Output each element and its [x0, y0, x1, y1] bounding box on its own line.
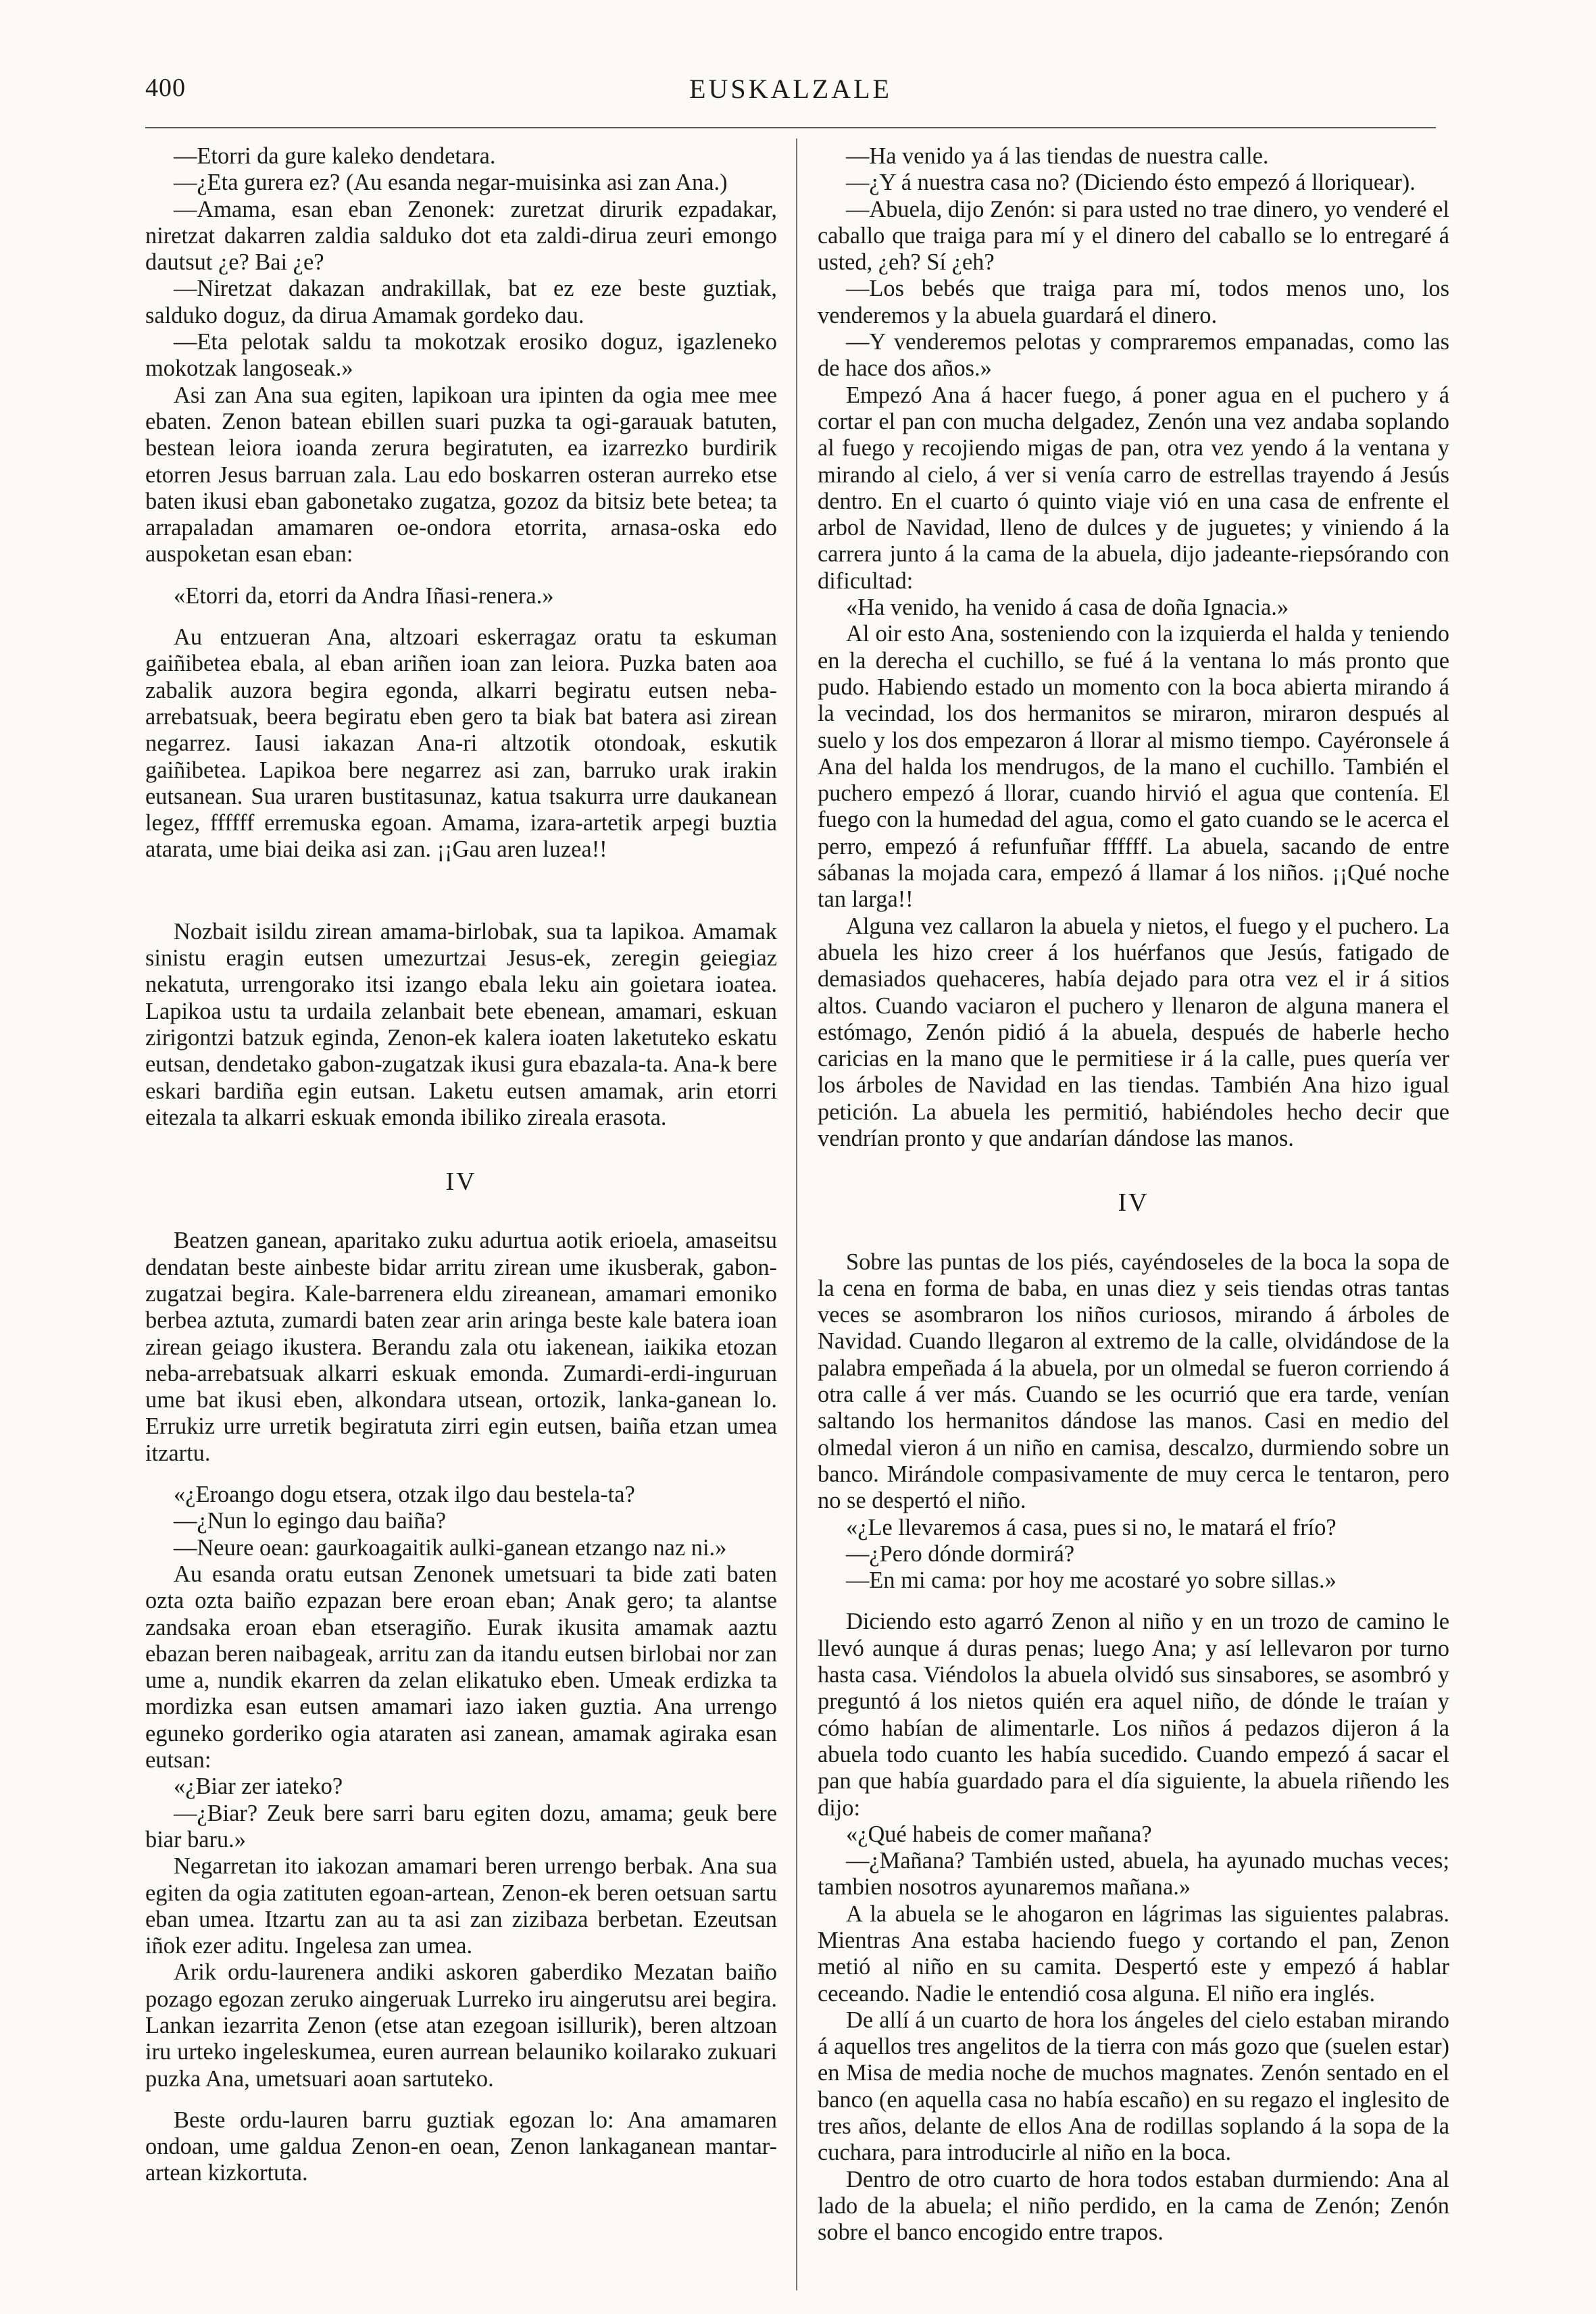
paragraph: —¿Biar? Zeuk bere sarri baru egiten dozu, amama; geuk bere biar baru.»	[145, 1800, 777, 1853]
paragraph: Arik ordu-laurenera andiki askoren gaberdiko Mezatan baiño pozago egozan zeruko aingeruak Lurreko iru aingerutsu arei begira. Lankan iezarrita Zenon (etse atan ezegoan isillurik), beren altzoan iru urteko ingeleskumea, euren aurrean belauniko koilarako zukuari puzka Ana, umetsuari aoan sartuteko.	[145, 1959, 777, 2092]
paragraph: «¿Le llevaremos á casa, pues si no, le matará el frío?	[846, 1514, 1337, 1540]
paragraph: Beatzen ganean, aparitako zuku adurtua aotik erioela, amaseitsu dendatan beste ainbeste bidar arritu zirean ume ikusberak, gabon-zugatzai begira. Kale-barrenera eldu zireanean, amamari emoniko berbea aztuta, zumardi baten zear arin aringa beste kale batera ioan zirean geiago ikustera. Berandu zala otu iakenean, iaikika etozan neba-arrebatsuak alkarri eskuak emonda. Zumardi-erdi-inguruan ume bat ikusi eben, alkondara utsean, ortozik, lanka-ganean lo. Errukiz urre urretik begiratuta zirri egin eutsen, baiña etzan umea itzartu.	[145, 1228, 777, 1466]
running-title: EUSKALZALE	[689, 74, 892, 104]
header-rule	[145, 127, 1436, 128]
paragraph: Au entzueran Ana, altzoari eskerragaz oratu ta eskuman gaiñibetea ebala, al eban ariñen ioan zan leiora. Puzka baten aoa zabalik auzora begira egonda, alkarri begiratu eutsen neba-arrebatsuak, beera begiratu eben gero ta biak bat batera asi zirean negarrez. Iausi iakazan Ana-ri altzotik otondoak, eskutik gaiñibetea. Lapikoa bere negarrez asi zan, barruko urak irakin eutsanean. Sua uraren bustitasunaz, katua tsakurra urre daukanean legez, ffffff erremuska egoan. Amama, izara-artetik arpegi buztia atarata, ume biai deika asi zan. ¡¡Gau aren luzea!!	[145, 624, 777, 863]
column-divider	[796, 139, 797, 2290]
page-number: 400	[145, 74, 186, 102]
paragraph: —¿Eta gurera ez? (Au esanda negar-muisinka asi zan Ana.)	[174, 170, 728, 196]
paragraph: Negarretan ito iakozan amamari beren urrengo berbak. Ana sua egiten da ogia zatituten egoan-artean, Zenon-ek beren oetsuan sartu eban umea. Itzartu zan au ta asi zan zizibaza berbetan. Ezeutsan iñok ezer aditu. Ingelesa zan umea.	[145, 1853, 777, 1959]
paragraph: De allí á un cuarto de hora los ángeles del cielo estaban mirando á aquellos tres angelitos de la tierra con más gozo que (suelen estar) en Misa de media noche de muchos magnates. Zenón sentado en el banco (en aquella casa no había escaño) en su regazo el inglesito de tres años, delante de ellos Ana de rodillas soplando á la sopa de la cuchara, para introducirle al niño en la boca.	[818, 2007, 1449, 2166]
paragraph: —Abuela, dijo Zenón: si para usted no trae dinero, yo venderé el caballo que traiga para mí y el dinero del caballo se lo entregaré á usted, ¿eh? Sí ¿eh?	[818, 196, 1449, 276]
paragraph: Nozbait isildu zirean amama-birlobak, sua ta lapikoa. Amamak sinistu eragin eutsen umezurtzai Jesus-ek, zeregin geiegiaz nekatuta, urrengorako itsi izango ebala leku ain goietara ioatea. Lapikoa ustu ta urdaila zelanbait bete ebenean, amamari, eskuan zirigontzi batzuk eginda, Zenon-ek kalera ioaten laketuteko eskatu eutsan, dendetako gabon-zugatzak ikusi gura ebazala-ta. Ana-k bere eskari bardiña egin eutsan. Laketu eutsen amamak, arin etorri eitezala ta alkarri eskuak emonda ibiliko zireala erasota.	[145, 918, 777, 1130]
paragraph: —Etorri da gure kaleko dendetara.	[174, 143, 496, 169]
paragraph: —¿Mañana? También usted, abuela, ha ayunado muchas veces; tambien nosotros ayunaremos mañana.»	[818, 1848, 1449, 1901]
section-heading: IV	[1118, 1188, 1149, 1217]
paragraph: Au esanda oratu eutsan Zenonek umetsuari ta bide zati baten ozta ozta baiño ezpazan bere eroan eban; Anak gero; ta alantse zandsaka eroan eban etseragiño. Eurak ikusita amamak aaztu ebazan beren naibageak, arritu zan da itandu eutsen birlobai nor zan ume a, nundik ekarren da zelan elikatuko eben. Umeak erdizka ta mordizka esan eutsen amamari iazo iaken guztia. Ana urrengo eguneko gorderiko ogia ataraten asi zanean, amamak agiraka esan eutsan:	[145, 1561, 777, 1774]
spanish-column	[818, 143, 1449, 2246]
paragraph: Asi zan Ana sua egiten, lapikoan ura ipinten da ogia mee mee ebaten. Zenon batean ebillen suari puzka ta ogi-garauak batuten, bestean leiora ioanda zerura begiratuten, ea izarrezko burdirik etorren Jesus barruan zala. Lau edo boskarren osteran aurreko etse baten ikusi eban gabonetako zugatza, gozoz da bitsiz bete betea; ta arrapaladan amamaren oe-ondora etorrita, arnasa-oska edo auspoketan esan eban:	[145, 382, 777, 568]
paragraph: «¿Eroango dogu etsera, otzak ilgo dau bestela-ta?	[174, 1482, 635, 1508]
page-header	[145, 73, 1436, 114]
paragraph: —Los bebés que traiga para mí, todos menos uno, los venderemos y la abuela guardará el dinero.	[818, 276, 1449, 328]
paragraph: Dentro de otro cuarto de hora todos estaban durmiendo: Ana al lado de la abuela; el niño perdido, en la cama de Zenón; Zenón sobre el banco encogido entre trapos.	[818, 2166, 1449, 2246]
paragraph: —¿Y á nuestra casa no? (Diciendo ésto empezó á lloriquear).	[846, 170, 1416, 196]
paragraph: —Neure oean: gaurkoagaitik aulki-ganean etzango naz ni.»	[174, 1534, 727, 1561]
paragraph: Alguna vez callaron la abuela y nietos, el fuego y el puchero. La abuela les hizo creer á los huérfanos que Jesús, fatigado de demasiados quehaceres, había dejado para otra vez el ir á sitios altos. Cuando vaciaron el puchero y llenaron de alguna manera el estómago, Zenón pidió á la abuela, después de haberle hecho caricias en la mano que le permitiese ir á la calle, pues quería ver los árboles de Navidad en las tiendas. También Ana hizo igual petición. La abuela les permitió, habiéndoles hecho decir que vendrían pronto y que andarían dándose las manos.	[818, 913, 1449, 1151]
paragraph: «¿Qué habeis de comer mañana?	[846, 1821, 1152, 1847]
basque-column	[145, 143, 777, 2187]
paragraph: «Etorri da, etorri da Andra Iñasi-renera.»	[174, 582, 554, 609]
paragraph: Al oir esto Ana, sosteniendo con la izquierda el halda y teniendo en la derecha el cuchillo, se fué á la ventana lo más pronto que pudo. Habiendo estado un momento con la boca abierta mirando á la vecindad, los dos hermanitos se miraron, miraron después al suelo y los dos empezaron á llorar al mismo tiempo. Cayéronsele á Ana del halda los mendrugos, de la mano el cuchillo. También el puchero empezó á llorar, cuando hirvió el agua que contenía. El fuego con la humedad del agua, como el gato cuando se le acerca el perro, empezó á refunfuñar ffffff. La abuela, sacando de entre sábanas la mojada cara, empezó á llamar á los niños. ¡¡Qué noche tan larga!!	[818, 621, 1449, 913]
paragraph: —Niretzat dakazan andrakillak, bat ez eze beste guztiak, salduko doguz, da dirua Amamak gordeko dau.	[145, 276, 777, 328]
paragraph: —¿Pero dónde dormirá?	[846, 1540, 1075, 1567]
paragraph: Sobre las puntas de los piés, cayéndoseles de la boca la sopa de la cena en forma de baba, en unas diez y seis tiendas otras tantas veces se asombraron los niños curiosos, mirando á árboles de Navidad. Cuando llegaron al extremo de la calle, olvidándose de la palabra empeñada á la abuela, por un olmedal se fueron corriendo á otra calle á ver más. Cuando se les ocurrió que era tarde, venían saltando los hermanitos dándose las manos. Casi en medio del olmedal vieron á un niño en camisa, descalzo, durmiendo sobre un banco. Mirándole compasivamente de muy cerca le tentaron, pero no se despertó el niño.	[818, 1249, 1449, 1514]
paragraph: A la abuela se le ahogaron en lágrimas las siguientes palabras. Mientras Ana estaba haciendo fuego y cortando el pan, Zenon metió al niño en su camita. Despertó este y empezó á hablar ceceando. Nadie le entendió cosa alguna. El niño era inglés.	[818, 1901, 1449, 2007]
paragraph: —¿Nun lo egingo dau baiña?	[174, 1508, 447, 1534]
paragraph: —En mi cama: por hoy me acostaré yo sobre sillas.»	[846, 1567, 1337, 1594]
paragraph: «¿Biar zer iateko?	[174, 1774, 343, 1800]
paragraph: —Y venderemos pelotas y compraremos empanadas, como las de hace dos años.»	[818, 329, 1449, 382]
paragraph: —Amama, esan eban Zenonek: zuretzat dirurik ezpadakar, niretzat dakarren zaldia salduko dot eta zaldi-dirua zeuri emongo dautsut ¿e? Bai ¿e?	[145, 196, 777, 276]
paragraph: —Eta pelotak saldu ta mokotzak erosiko doguz, igazleneko mokotzak langoseak.»	[145, 329, 777, 382]
paragraph: Beste ordu-lauren barru guztiak egozan lo: Ana amamaren ondoan, ume galdua Zenon-en oean, Zenon lankaganean mantar-artean kizkortuta.	[145, 2107, 777, 2186]
section-heading: IV	[445, 1167, 477, 1197]
paragraph: Diciendo esto agarró Zenon al niño y en un trozo de camino le llevó aunque á duras penas; luego Ana; y así lellevaron por turno hasta casa. Viéndolos la abuela olvidó sus sinsabores, se asombró y preguntó á los nietos quién era aquel niño, de dónde le traían y cómo habían de alimentarle. Los niños á pedazos dijeron á la abuela todo cuanto les había sucedido. Cuando empezó á sacar el pan que había guardado para el día siguiente, la abuela riñendo les dijo:	[818, 1609, 1449, 1821]
paragraph: —Ha venido ya á las tiendas de nuestra calle.	[846, 143, 1269, 169]
paragraph: Empezó Ana á hacer fuego, á poner agua en el puchero y á cortar el pan con mucha delgadez, Zenón una vez andaba soplando al fuego y recojiendo migas de pan, otra vez yendo á la ventana y mirando al cielo, á ver si venía carro de estrellas trayendo á Jesús dentro. En el cuarto ó quinto viaje vió en una casa de enfrente el arbol de Navidad, lleno de dulces y de juguetes; y viniendo á la carrera junto á la cama de la abuela, dijo jadeante-riepsórando con dificultad:	[818, 382, 1449, 594]
paragraph: «Ha venido, ha venido á casa de doña Ignacia.»	[846, 595, 1289, 621]
